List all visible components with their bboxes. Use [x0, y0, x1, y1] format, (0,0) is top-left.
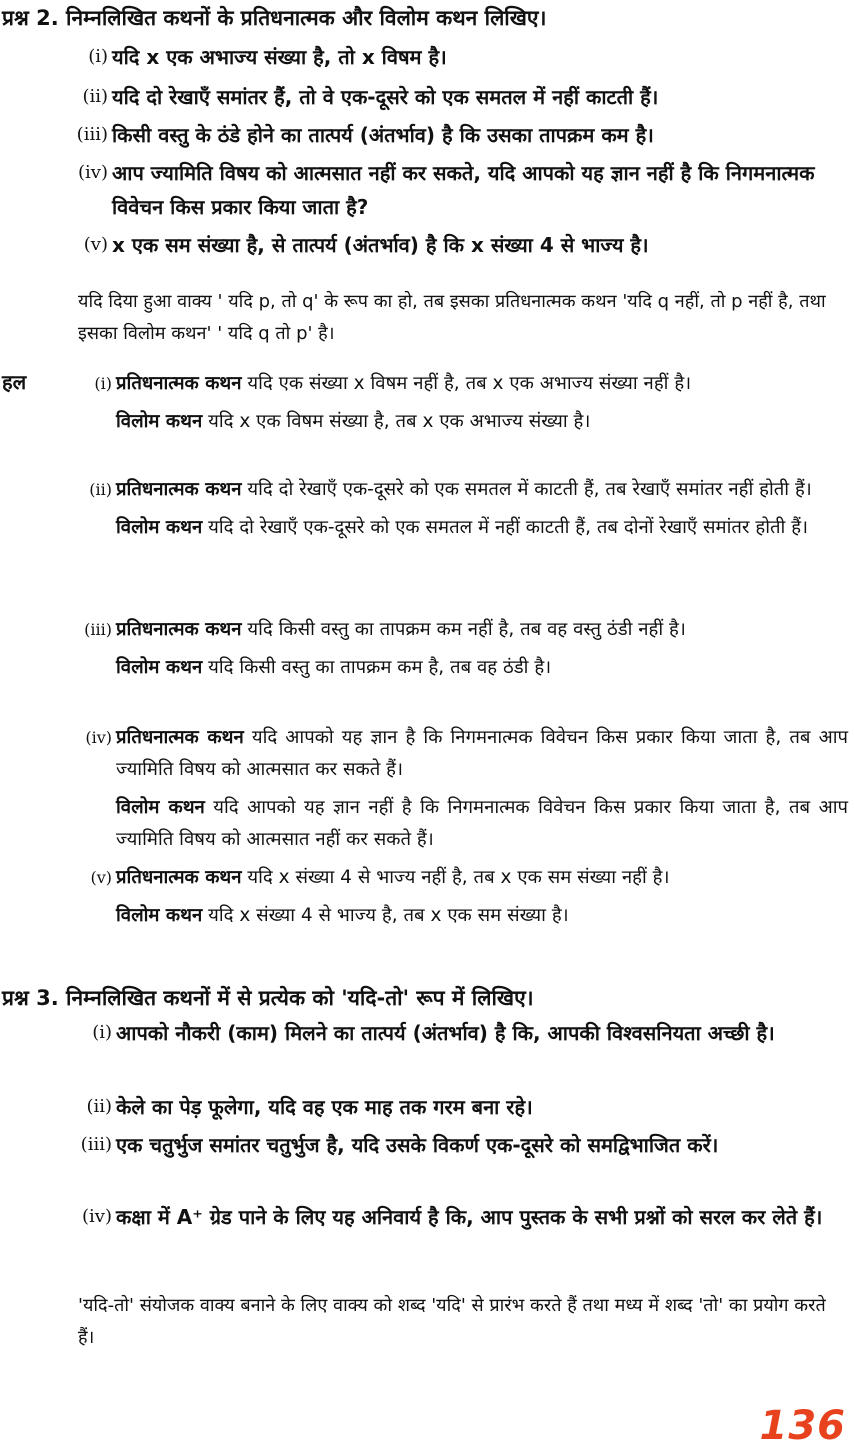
- converse-label: विलोम कथन: [116, 657, 203, 678]
- part-number: (i): [94, 374, 112, 393]
- item-number: (iv): [78, 162, 108, 183]
- question-2-text: निम्नलिखित कथनों के प्रतिधनात्मक और विलोम कथन लिखिए।: [66, 6, 547, 30]
- item-text: किसी वस्तु के ठंडे होने का तात्पर्य (अंतर्भाव) है कि उसका तापक्रम कम है।: [112, 123, 654, 147]
- item-text: एक चतुर्भुज समांतर चतुर्भुज है, यदि उसके विकर्ण एक-दूसरे को समद्विभाजित करें।: [116, 1133, 719, 1157]
- q2-hint-note: यदि दिया हुआ वाक्य ' यदि p, तो q' के रूप का हो, तब इसका प्रतिधनात्मक कथन 'यदि q नहीं, तो p नहीं है, तथा इसका विलोम कथन' ' यदि q तो p' है।: [78, 291, 826, 344]
- question-3-heading: [2, 984, 534, 1012]
- converse-label: विलोम कथन: [116, 797, 205, 818]
- q3-item-2: [86, 1090, 846, 1124]
- q2-item-4: [78, 156, 844, 224]
- question-2-heading: [2, 4, 547, 32]
- converse-statement: विलोम कथन यदि आपको यह ज्ञान नहीं है कि निगमनात्मक विवेचन किस प्रकार किया जाता है, तब आप ज्यामिति विषय को आत्मसात नहीं कर सकते हैं।: [116, 797, 848, 850]
- q3-hint-note: 'यदि-तो' संयोजक वाक्य बनाने के लिए वाक्य को शब्द 'यदि' से प्रारंभ करते हैं तथा मध्य में शब्द 'तो' का प्रयोग करते हैं।: [78, 1295, 826, 1348]
- q2-item-3: [76, 118, 842, 152]
- converse-statement: विलोम कथन यदि x एक विषम संख्या है, तब x एक अभाज्य संख्या है।: [116, 411, 591, 432]
- part-number: (iii): [84, 620, 112, 639]
- contrapositive-label: प्रतिधनात्मक कथन: [116, 619, 242, 640]
- item-number: (ii): [82, 86, 108, 107]
- converse-label: विलोम कथन: [116, 905, 203, 926]
- contrapositive-label: प्रतिधनात्मक कथन: [116, 867, 242, 888]
- solution-part-2: [89, 474, 848, 544]
- question-2-label: प्रश्न 2.: [2, 6, 59, 30]
- contrapositive-label: प्रतिधनात्मक कथन: [116, 727, 244, 748]
- question-3-label: प्रश्न 3.: [2, 986, 59, 1010]
- item-number: (v): [83, 234, 108, 255]
- item-number: (iii): [76, 124, 108, 145]
- solution-part-4: [85, 722, 848, 856]
- converse-statement: विलोम कथन यदि दो रेखाएँ एक-दूसरे को एक समतल में नहीं काटती हैं, तब दोनों रेखाएँ समांतर होती हैं।: [116, 517, 809, 538]
- item-text: आप ज्यामिति विषय को आत्मसात नहीं कर सकते, यदि आपको यह ज्ञान नहीं है कि निगमनात्मक विवेचन किस प्रकार किया जाता है?: [112, 161, 815, 219]
- item-text: x एक सम संख्या है, से तात्पर्य (अंतर्भाव) है कि x संख्या 4 से भाज्य है।: [112, 233, 649, 257]
- item-text: कक्षा में A⁺ ग्रेड पाने के लिए यह अनिवार्य है कि, आप पुस्तक के सभी प्रश्नों को सरल कर लेते हैं।: [116, 1205, 823, 1229]
- q2-item-1: [88, 40, 842, 74]
- item-text: आपको नौकरी (काम) मिलने का तात्पर्य (अंतर्भाव) है कि, आपकी विश्वसनियता अच्छी है।: [116, 1021, 775, 1045]
- q2-item-5: [83, 228, 842, 262]
- solution-part-1: [94, 368, 848, 438]
- question-3-text: निम्नलिखित कथनों में से प्रत्येक को 'यदि-तो' रूप में लिखिए।: [66, 986, 534, 1010]
- contrapositive-statement: प्रतिधनात्मक कथन यदि दो रेखाएँ एक-दूसरे को एक समतल में काटती हैं, तब रेखाएँ समांतर नहीं होती हैं।: [116, 479, 812, 500]
- item-text: केले का पेड़ फूलेगा, यदि वह एक माह तक गरम बना रहे।: [116, 1095, 533, 1119]
- part-number: (iv): [85, 728, 112, 747]
- q3-item-3: [80, 1128, 846, 1162]
- item-number: (i): [88, 46, 108, 67]
- solution-part-5: [90, 862, 848, 932]
- part-number: (ii): [89, 480, 112, 499]
- item-number: (iv): [82, 1206, 112, 1227]
- item-number: (ii): [86, 1096, 112, 1117]
- converse-label: विलोम कथन: [116, 411, 203, 432]
- contrapositive-label: प्रतिधनात्मक कथन: [116, 373, 242, 394]
- q2-item-2: [82, 80, 842, 114]
- item-number: (iii): [80, 1134, 112, 1155]
- part-number: (v): [90, 868, 112, 887]
- item-text: यदि दो रेखाएँ समांतर हैं, तो वे एक-दूसरे को एक समतल में नहीं काटती हैं।: [112, 85, 659, 109]
- page-number: 136: [759, 1403, 846, 1449]
- solution-part-3: [84, 614, 848, 684]
- item-number: (i): [92, 1022, 112, 1043]
- item-text: यदि x एक अभाज्य संख्या है, तो x विषम है।: [112, 45, 447, 69]
- solution-label: हल: [2, 370, 27, 394]
- contrapositive-statement: प्रतिधनात्मक कथन यदि किसी वस्तु का तापक्रम कम नहीं है, तब वह वस्तु ठंडी नहीं है।: [116, 619, 686, 640]
- contrapositive-statement: प्रतिधनात्मक कथन यदि एक संख्या x विषम नहीं है, तब x एक अभाज्य संख्या नहीं है।: [116, 373, 692, 394]
- contrapositive-label: प्रतिधनात्मक कथन: [116, 479, 242, 500]
- converse-statement: विलोम कथन यदि x संख्या 4 से भाज्य है, तब x एक सम संख्या है।: [116, 905, 569, 926]
- contrapositive-statement: प्रतिधनात्मक कथन यदि x संख्या 4 से भाज्य नहीं है, तब x एक सम संख्या नहीं है।: [116, 867, 670, 888]
- converse-label: विलोम कथन: [116, 517, 203, 538]
- q3-item-4: [82, 1200, 846, 1234]
- q3-item-1: [92, 1016, 846, 1050]
- converse-statement: विलोम कथन यदि किसी वस्तु का तापक्रम कम है, तब वह ठंडी है।: [116, 657, 552, 678]
- contrapositive-statement: प्रतिधनात्मक कथन यदि आपको यह ज्ञान है कि निगमनात्मक विवेचन किस प्रकार किया जाता है, तब आप ज्यामिति विषय को आत्मसात कर सकते हैं।: [116, 727, 848, 780]
